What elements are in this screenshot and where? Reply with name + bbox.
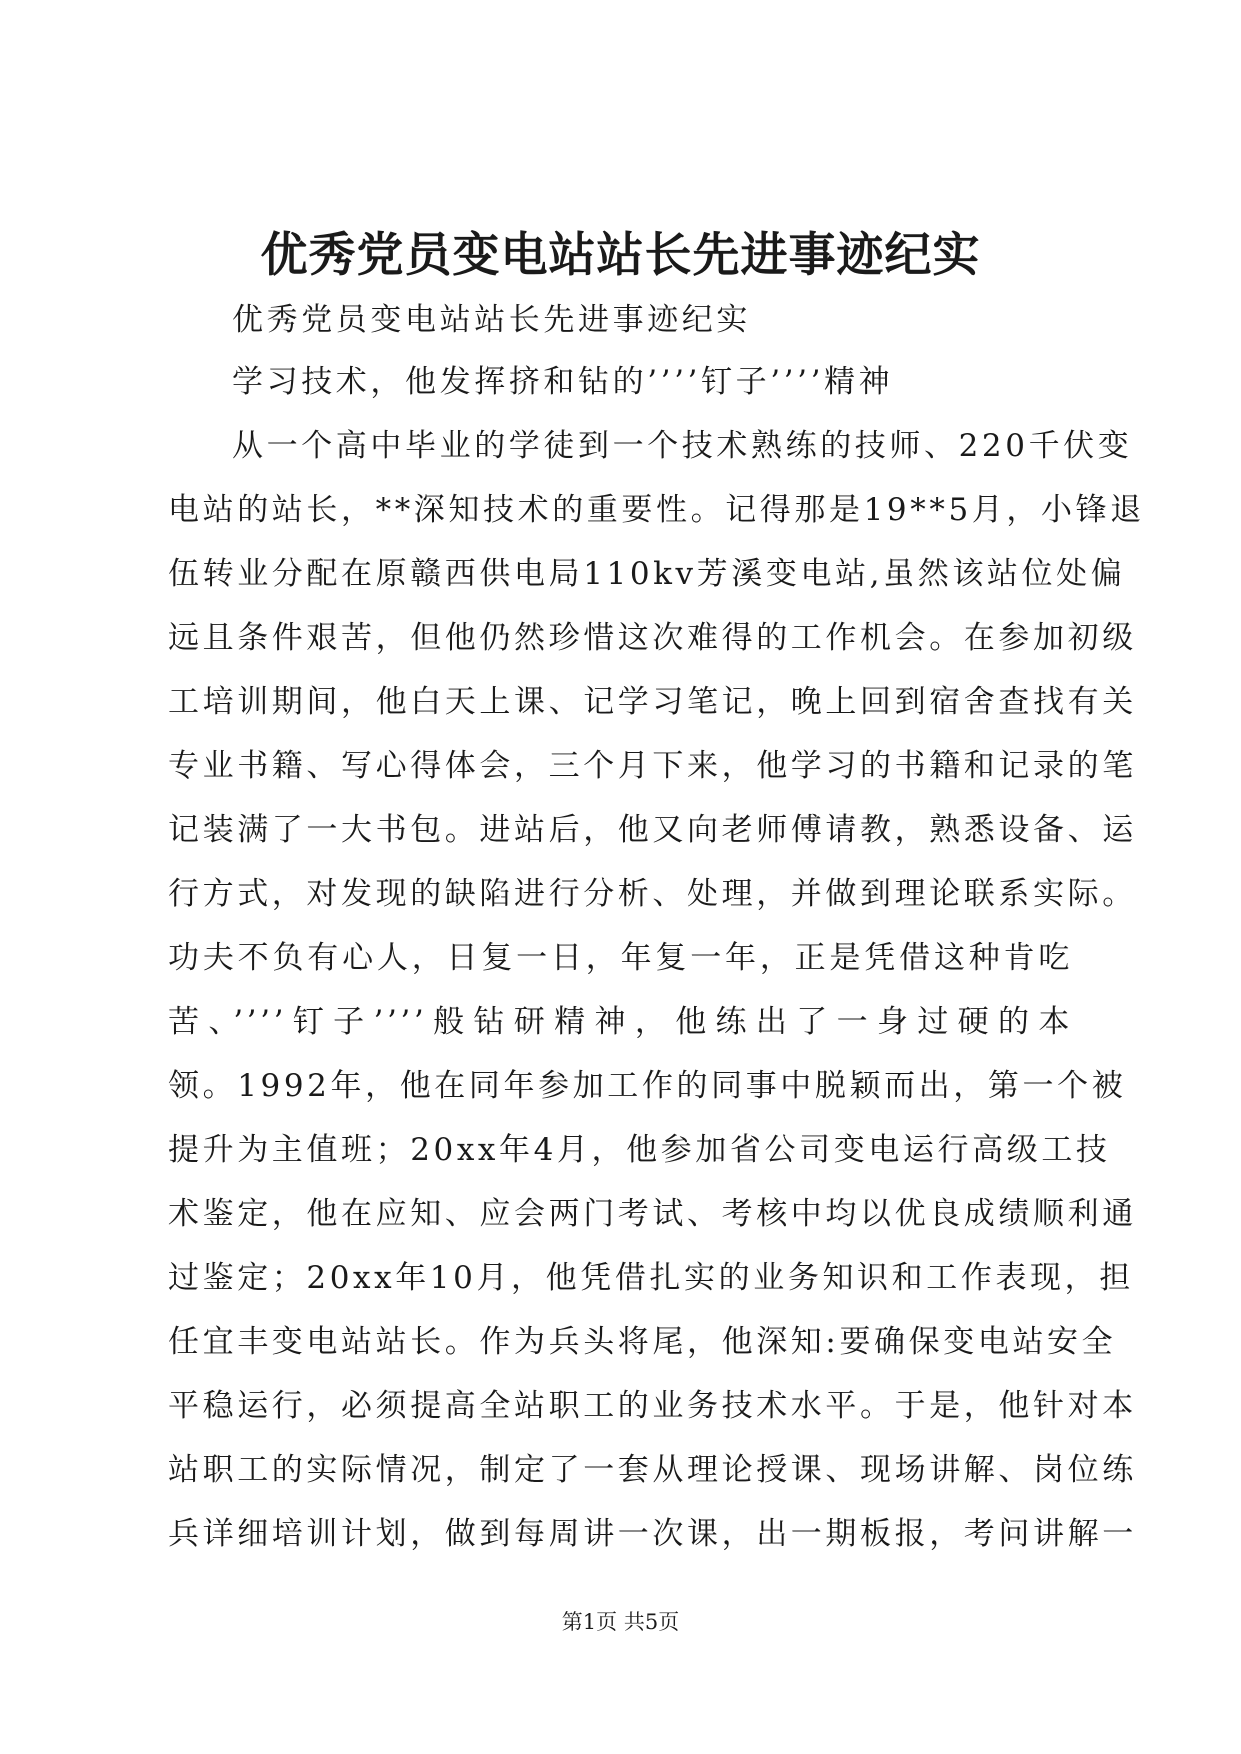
section-heading: 学习技术，他发挥挤和钻的’’’’钉子’’’’精神 bbox=[232, 364, 894, 400]
body-line: 过鉴定；20xx年10月，他凭借扎实的业务知识和工作表现，担 bbox=[168, 1260, 1134, 1296]
document-title: 优秀党员变电站站长先进事迹纪实 bbox=[260, 228, 981, 283]
body-line: 提升为主值班；20xx年4月，他参加省公司变电运行高级工技 bbox=[168, 1132, 1111, 1168]
document-subtitle: 优秀党员变电站站长先进事迹纪实 bbox=[232, 302, 751, 338]
body-line: 功夫不负有心人，日复一日，年复一年，正是凭借这种肯吃 bbox=[168, 940, 1073, 976]
body-line: 行方式，对发现的缺陷进行分析、处理，并做到理论联系实际。 bbox=[168, 876, 1137, 912]
body-line: 任宜丰变电站站长。作为兵头将尾，他深知:要确保变电站安全 bbox=[168, 1324, 1117, 1360]
body-line: 专业书籍、写心得体会，三个月下来，他学习的书籍和记录的笔 bbox=[168, 748, 1137, 784]
body-line: 从一个高中毕业的学徒到一个技术熟练的技师、220千伏变 bbox=[232, 428, 1133, 464]
body-line: 苦、’’’’钉子’’’’般钻研精神，他练出了一身过硬的本 bbox=[168, 1004, 1073, 1040]
body-line: 兵详细培训计划，做到每周讲一次课，出一期板报，考问讲解一 bbox=[168, 1516, 1137, 1552]
body-line: 记装满了一大书包。进站后，他又向老师傅请教，熟悉设备、运 bbox=[168, 812, 1137, 848]
body-line: 站职工的实际情况，制定了一套从理论授课、现场讲解、岗位练 bbox=[168, 1452, 1137, 1488]
body-line: 工培训期间，他白天上课、记学习笔记，晚上回到宿舍查找有关 bbox=[168, 684, 1137, 720]
body-line: 术鉴定，他在应知、应会两门考试、考核中均以优良成绩顺利通 bbox=[168, 1196, 1137, 1232]
body-line: 平稳运行，必须提高全站职工的业务技术水平。于是，他针对本 bbox=[168, 1388, 1137, 1424]
page-number-footer: 第1页 共5页 bbox=[561, 1610, 680, 1634]
body-line: 领。1992年，他在同年参加工作的同事中脱颖而出，第一个被 bbox=[168, 1068, 1127, 1104]
body-line: 伍转业分配在原赣西供电局110kv芳溪变电站,虽然该站位处偏 bbox=[168, 556, 1126, 592]
body-line: 电站的站长，**深知技术的重要性。记得那是19**5月，小锋退 bbox=[168, 492, 1145, 528]
body-line: 远且条件艰苦，但他仍然珍惜这次难得的工作机会。在参加初级 bbox=[168, 620, 1137, 656]
